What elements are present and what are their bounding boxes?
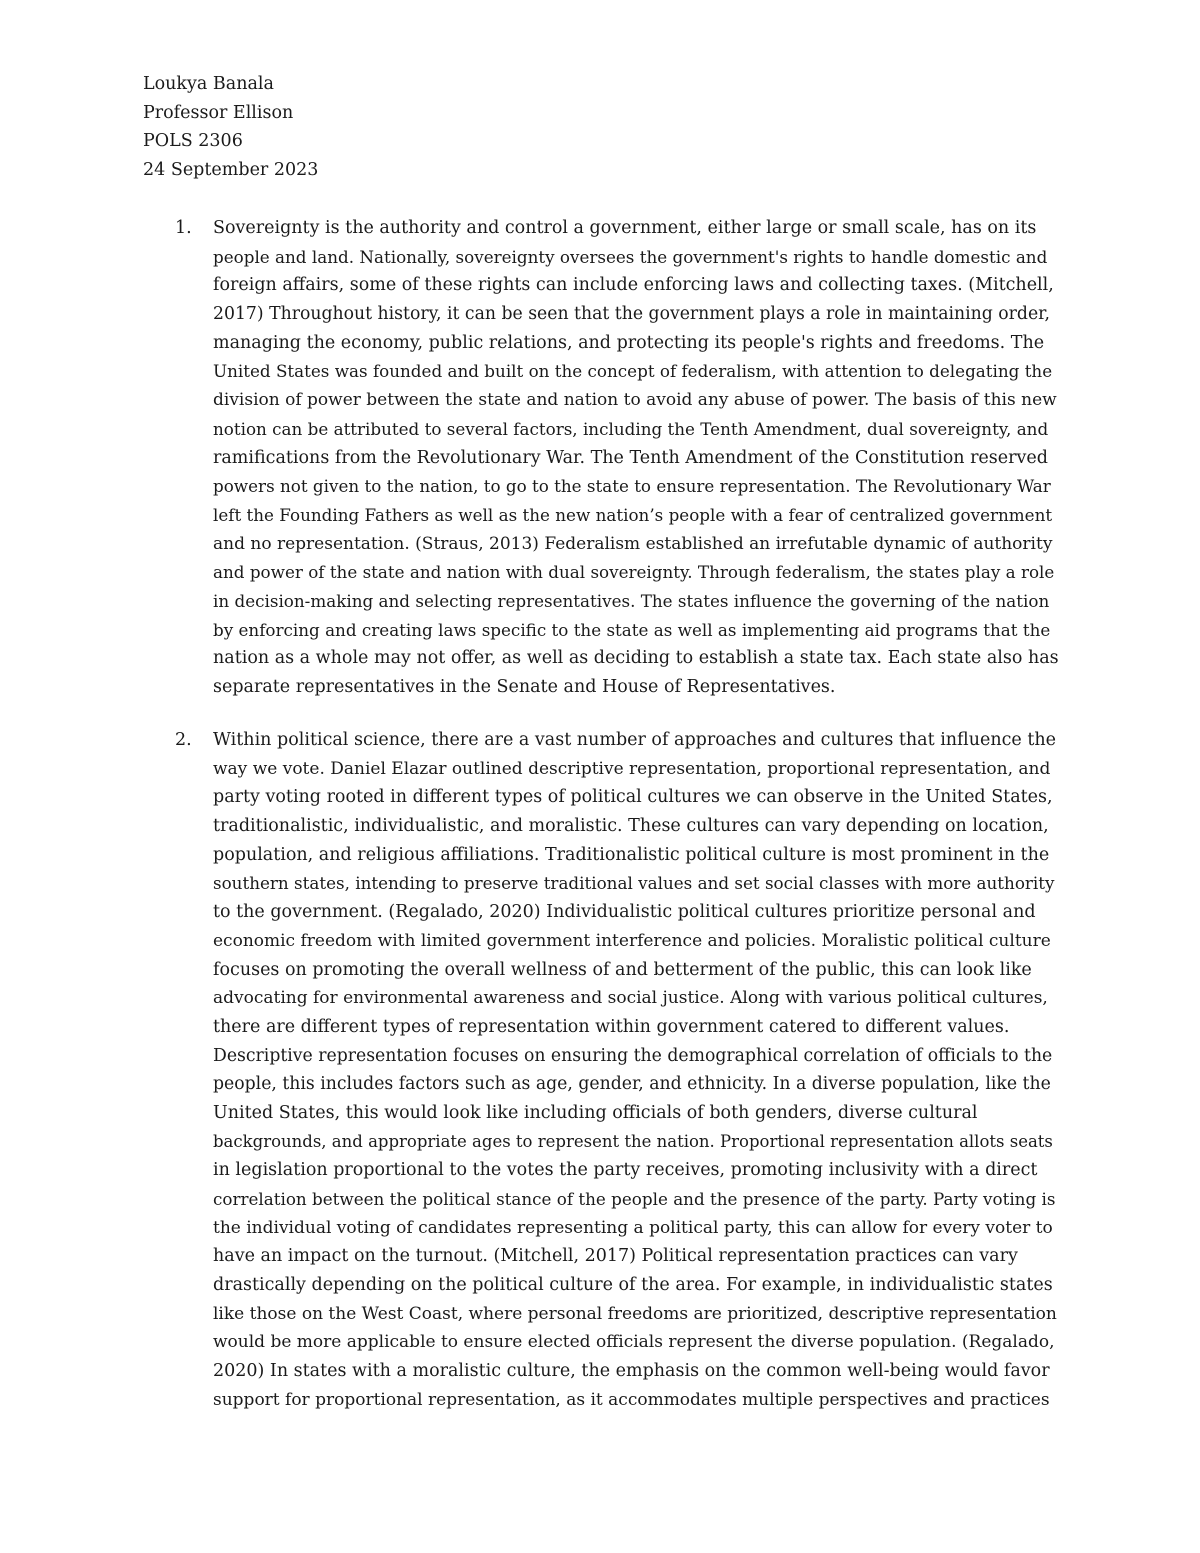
list-item-number: 1. [175, 218, 192, 238]
paragraph-line: correlation between the political stance of the people and the presence of the party. Party voting is [213, 1189, 1056, 1209]
paragraph-line: have an impact on the turnout. (Mitchell, 2017) Political representation practices can vary [213, 1246, 1018, 1267]
paragraph-line: 2020) In states with a moralistic culture, the emphasis on the common well-being would favor [213, 1361, 1050, 1382]
paragraph-line: population, and religious affiliations. Traditionalistic political culture is most prominent in the [213, 844, 1050, 865]
paragraph-line: foreign affairs, some of these rights can include enforcing laws and collecting taxes. (Mitchell, [213, 275, 1054, 296]
paragraph-line: division of power between the state and nation to avoid any abuse of power. The basis of this new [213, 390, 1057, 411]
paragraph-line: to the government. (Regalado, 2020) Individualistic political cultures prioritize personal and [213, 902, 1036, 923]
document-header [143, 70, 1043, 185]
paragraph-line: support for proportional representation, as it accommodates multiple perspectives and practices [213, 1389, 1050, 1410]
paragraph-line: Within political science, there are a vast number of approaches and cultures that influence the [213, 730, 1057, 750]
paragraph-line: there are different types of representation within government catered to different values. [213, 1016, 1010, 1037]
paragraph-line: Sovereignty is the authority and control a government, either large or small scale, has on its [213, 218, 1037, 238]
paragraph-line: way we vote. Daniel Elazar outlined descriptive representation, proportional representation, and [213, 758, 1051, 779]
paragraph-line: Descriptive representation focuses on ensuring the demographical correlation of officials to the [213, 1045, 1053, 1066]
paragraph-line: focuses on promoting the overall wellness of and betterment of the public, this can look like [213, 959, 1032, 980]
paragraph-line: powers not given to the nation, to go to the state to ensure representation. The Revolutionary War [213, 476, 1051, 497]
paragraph-line: notion can be attributed to several factors, including the Tenth Amendment, dual sovereignty, and [213, 418, 1049, 439]
paragraph-line: traditionalistic, individualistic, and moralistic. These cultures can vary depending on location, [213, 816, 1049, 837]
paragraph-line: like those on the West Coast, where personal freedoms are prioritized, descriptive representation [213, 1303, 1057, 1324]
document-date: 24 September 2023 [143, 160, 319, 181]
paragraph-line: in decision-making and selecting representatives. The states influence the governing of the nation [213, 590, 1050, 611]
paragraph-line: advocating for environmental awareness and social justice. Along with various political cultures, [213, 988, 1048, 1009]
professor-name: Professor Ellison [143, 102, 294, 123]
paragraph-line: would be more applicable to ensure elected officials represent the diverse population. (Regalado, [213, 1332, 1055, 1353]
paragraph-line: ramifications from the Revolutionary War. The Tenth Amendment of the Constitution reserved [213, 447, 1048, 468]
paragraph-line: people, this includes factors such as age, gender, and ethnicity. In a diverse population, like the [213, 1074, 1051, 1095]
paragraph-line: economic freedom with limited government interference and policies. Moralistic political culture [213, 930, 1051, 951]
paragraph-line: United States, this would look like including officials of both genders, diverse cultural [213, 1102, 978, 1123]
list-item-paragraph [213, 726, 1059, 1415]
paragraph-line: United States was founded and built on the concept of federalism, with attention to delegating the [213, 361, 1053, 382]
paragraph-line: party voting rooted in different types of political cultures we can observe in the United States, [213, 787, 1053, 808]
paragraph-line: nation as a whole may not offer, as well as deciding to establish a state tax. Each state also has [213, 648, 1059, 669]
list-item-paragraph [213, 214, 1059, 702]
paragraph-line: in legislation proportional to the votes the party receives, promoting inclusivity with a direct [213, 1160, 1038, 1181]
paragraph-line: and power of the state and nation with dual sovereignty. Through federalism, the states play a role [213, 562, 1055, 583]
paragraph-line: and no representation. (Straus, 2013) Federalism established an irrefutable dynamic of authority [213, 533, 1053, 554]
list-item-number: 2. [175, 730, 192, 750]
paragraph-line: drastically depending on the political culture of the area. For example, in individualistic states [213, 1275, 1053, 1296]
paragraph-line: people and land. Nationally, sovereignty oversees the government's rights to handle domestic and [213, 246, 1048, 267]
paragraph-line: 2017) Throughout history, it can be seen that the government plays a role in maintaining order, [213, 304, 1050, 325]
paragraph-line: managing the economy, public relations, and protecting its people's rights and freedoms. The [213, 332, 1045, 353]
paragraph-line: left the Founding Fathers as well as the new nation’s people with a fear of centralized government [213, 504, 1053, 525]
paragraph-line: by enforcing and creating laws specific to the state as well as implementing aid programs that the [213, 619, 1051, 640]
author-name: Loukya Banala [143, 74, 274, 94]
paragraph-line: southern states, intending to preserve traditional values and set social classes with more authority [213, 873, 1055, 894]
paragraph-line: backgrounds, and appropriate ages to represent the nation. Proportional representation allots seats [213, 1131, 1053, 1151]
course-code: POLS 2306 [143, 131, 243, 152]
paragraph-line: the individual voting of candidates representing a political party, this can allow for every voter to [213, 1217, 1053, 1238]
paragraph-line: separate representatives in the Senate and House of Representatives. [213, 677, 836, 697]
